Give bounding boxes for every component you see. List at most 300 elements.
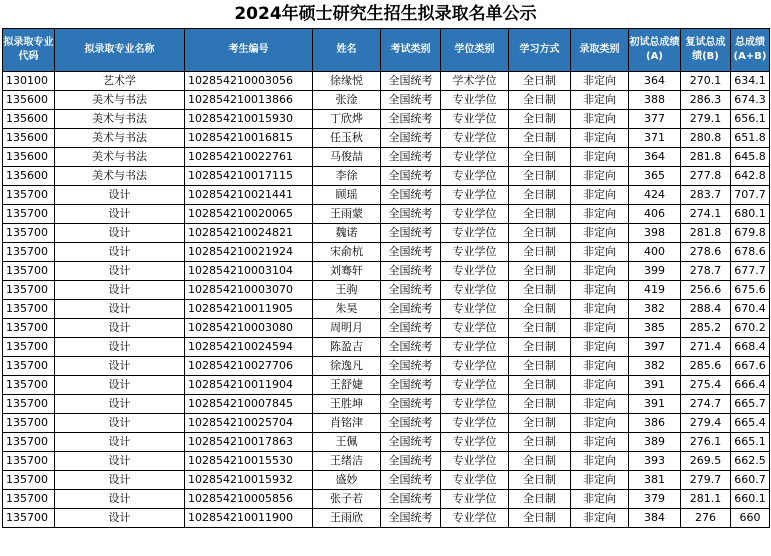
cell-retest-score: 256.6 (681, 281, 731, 300)
cell-study-mode: 全日制 (509, 357, 571, 376)
cell-degree-type: 专业学位 (441, 91, 509, 110)
cell-major-code: 135700 (3, 433, 55, 452)
cell-retest-score: 274.1 (681, 205, 731, 224)
cell-exam-type: 全国统考 (381, 72, 441, 91)
cell-name: 宋俞杭 (313, 243, 381, 262)
cell-degree-type: 专业学位 (441, 148, 509, 167)
cell-name: 徐缘悦 (313, 72, 381, 91)
cell-admission-type: 非定向 (571, 281, 629, 300)
cell-major-name: 设计 (55, 414, 185, 433)
cell-total-score: 651.8 (731, 129, 770, 148)
cell-degree-type: 专业学位 (441, 319, 509, 338)
cell-candidate-id: 102854210005856 (185, 490, 313, 509)
cell-candidate-id: 102854210003070 (185, 281, 313, 300)
cell-major-code: 135700 (3, 471, 55, 490)
cell-retest-score: 283.7 (681, 186, 731, 205)
cell-candidate-id: 102854210011905 (185, 300, 313, 319)
cell-candidate-id: 102854210007845 (185, 395, 313, 414)
cell-exam-type: 全国统考 (381, 262, 441, 281)
cell-total-score: 660.7 (731, 471, 770, 490)
cell-exam-type: 全国统考 (381, 376, 441, 395)
cell-name: 王雨蒙 (313, 205, 381, 224)
cell-retest-score: 276 (681, 509, 731, 528)
cell-admission-type: 非定向 (571, 205, 629, 224)
cell-name: 王驹 (313, 281, 381, 300)
cell-prelim-score: 406 (629, 205, 681, 224)
cell-major-name: 设计 (55, 338, 185, 357)
table-row (3, 205, 770, 224)
cell-name: 李徐 (313, 167, 381, 186)
cell-prelim-score: 399 (629, 262, 681, 281)
cell-degree-type: 专业学位 (441, 357, 509, 376)
cell-name: 朱昊 (313, 300, 381, 319)
cell-candidate-id: 102854210025704 (185, 414, 313, 433)
cell-major-code: 135700 (3, 357, 55, 376)
cell-total-score: 670.4 (731, 300, 770, 319)
cell-degree-type: 专业学位 (441, 110, 509, 129)
cell-total-score: 678.6 (731, 243, 770, 262)
cell-candidate-id: 102854210013866 (185, 91, 313, 110)
cell-major-code: 135700 (3, 262, 55, 281)
cell-degree-type: 专业学位 (441, 338, 509, 357)
cell-retest-score: 281.1 (681, 490, 731, 509)
cell-major-name: 设计 (55, 186, 185, 205)
cell-candidate-id: 102854210016815 (185, 129, 313, 148)
cell-exam-type: 全国统考 (381, 167, 441, 186)
cell-major-code: 135700 (3, 414, 55, 433)
cell-degree-type: 专业学位 (441, 281, 509, 300)
cell-study-mode: 全日制 (509, 205, 571, 224)
cell-prelim-score: 365 (629, 167, 681, 186)
table-row (3, 433, 770, 452)
cell-exam-type: 全国统考 (381, 433, 441, 452)
cell-total-score: 665.7 (731, 395, 770, 414)
cell-name: 丁欣烨 (313, 110, 381, 129)
cell-exam-type: 全国统考 (381, 148, 441, 167)
cell-retest-score: 275.4 (681, 376, 731, 395)
header-retest-score: 复试总成绩(B) (681, 29, 731, 72)
cell-degree-type: 专业学位 (441, 186, 509, 205)
cell-major-name: 美术与书法 (55, 129, 185, 148)
header-candidate-id: 考生编号 (185, 29, 313, 72)
cell-admission-type: 非定向 (571, 300, 629, 319)
cell-major-name: 设计 (55, 243, 185, 262)
cell-major-code: 135700 (3, 281, 55, 300)
cell-total-score: 662.5 (731, 452, 770, 471)
cell-major-name: 美术与书法 (55, 167, 185, 186)
cell-major-code: 135600 (3, 129, 55, 148)
cell-degree-type: 专业学位 (441, 452, 509, 471)
cell-exam-type: 全国统考 (381, 319, 441, 338)
cell-major-name: 设计 (55, 433, 185, 452)
cell-major-name: 美术与书法 (55, 91, 185, 110)
cell-major-name: 设计 (55, 300, 185, 319)
cell-name: 周明月 (313, 319, 381, 338)
cell-degree-type: 专业学位 (441, 433, 509, 452)
cell-exam-type: 全国统考 (381, 186, 441, 205)
table-row (3, 110, 770, 129)
cell-degree-type: 专业学位 (441, 414, 509, 433)
table-row (3, 262, 770, 281)
cell-total-score: 660 (731, 509, 770, 528)
cell-retest-score: 279.1 (681, 110, 731, 129)
header-study-mode: 学习方式 (509, 29, 571, 72)
cell-major-code: 135700 (3, 300, 55, 319)
cell-degree-type: 专业学位 (441, 490, 509, 509)
cell-study-mode: 全日制 (509, 319, 571, 338)
cell-retest-score: 288.4 (681, 300, 731, 319)
cell-major-name: 设计 (55, 471, 185, 490)
cell-total-score: 642.8 (731, 167, 770, 186)
cell-total-score: 679.8 (731, 224, 770, 243)
cell-study-mode: 全日制 (509, 91, 571, 110)
cell-study-mode: 全日制 (509, 471, 571, 490)
table-row (3, 490, 770, 509)
cell-total-score: 665.1 (731, 433, 770, 452)
cell-exam-type: 全国统考 (381, 205, 441, 224)
cell-exam-type: 全国统考 (381, 357, 441, 376)
cell-degree-type: 专业学位 (441, 300, 509, 319)
cell-major-code: 135600 (3, 148, 55, 167)
cell-exam-type: 全国统考 (381, 414, 441, 433)
cell-exam-type: 全国统考 (381, 110, 441, 129)
cell-admission-type: 非定向 (571, 224, 629, 243)
table-row (3, 376, 770, 395)
cell-major-name: 设计 (55, 395, 185, 414)
cell-admission-type: 非定向 (571, 338, 629, 357)
cell-study-mode: 全日制 (509, 72, 571, 91)
cell-total-score: 670.2 (731, 319, 770, 338)
cell-admission-type: 非定向 (571, 110, 629, 129)
table-row (3, 357, 770, 376)
cell-admission-type: 非定向 (571, 395, 629, 414)
cell-exam-type: 全国统考 (381, 395, 441, 414)
cell-degree-type: 专业学位 (441, 167, 509, 186)
cell-degree-type: 专业学位 (441, 205, 509, 224)
cell-exam-type: 全国统考 (381, 338, 441, 357)
cell-study-mode: 全日制 (509, 262, 571, 281)
cell-candidate-id: 102854210015530 (185, 452, 313, 471)
cell-candidate-id: 102854210021441 (185, 186, 313, 205)
cell-degree-type: 学术学位 (441, 72, 509, 91)
table-header-row (3, 29, 770, 72)
cell-admission-type: 非定向 (571, 129, 629, 148)
table-row (3, 186, 770, 205)
cell-admission-type: 非定向 (571, 509, 629, 528)
cell-prelim-score: 391 (629, 395, 681, 414)
table-row (3, 148, 770, 167)
cell-total-score: 667.6 (731, 357, 770, 376)
cell-name: 张子若 (313, 490, 381, 509)
cell-name: 王舒婕 (313, 376, 381, 395)
cell-prelim-score: 397 (629, 338, 681, 357)
cell-name: 魏诺 (313, 224, 381, 243)
cell-total-score: 674.3 (731, 91, 770, 110)
cell-name: 肖铭津 (313, 414, 381, 433)
cell-total-score: 675.6 (731, 281, 770, 300)
cell-retest-score: 279.7 (681, 471, 731, 490)
cell-major-name: 设计 (55, 452, 185, 471)
cell-candidate-id: 102854210020065 (185, 205, 313, 224)
cell-degree-type: 专业学位 (441, 509, 509, 528)
header-total-score: 总成绩(A+B) (731, 29, 770, 72)
cell-admission-type: 非定向 (571, 72, 629, 91)
cell-candidate-id: 102854210015932 (185, 471, 313, 490)
cell-total-score: 645.8 (731, 148, 770, 167)
cell-exam-type: 全国统考 (381, 129, 441, 148)
cell-name: 盛妙 (313, 471, 381, 490)
cell-total-score: 707.7 (731, 186, 770, 205)
cell-retest-score: 280.8 (681, 129, 731, 148)
cell-study-mode: 全日制 (509, 281, 571, 300)
cell-major-code: 130100 (3, 72, 55, 91)
cell-candidate-id: 102854210017115 (185, 167, 313, 186)
table-row (3, 509, 770, 528)
cell-admission-type: 非定向 (571, 243, 629, 262)
cell-prelim-score: 385 (629, 319, 681, 338)
cell-major-name: 设计 (55, 224, 185, 243)
table-row (3, 167, 770, 186)
table-row (3, 300, 770, 319)
cell-prelim-score: 400 (629, 243, 681, 262)
cell-candidate-id: 102854210024594 (185, 338, 313, 357)
cell-prelim-score: 386 (629, 414, 681, 433)
cell-study-mode: 全日制 (509, 414, 571, 433)
cell-study-mode: 全日制 (509, 376, 571, 395)
cell-prelim-score: 384 (629, 509, 681, 528)
cell-study-mode: 全日制 (509, 167, 571, 186)
cell-major-code: 135700 (3, 186, 55, 205)
cell-degree-type: 专业学位 (441, 395, 509, 414)
cell-retest-score: 285.6 (681, 357, 731, 376)
cell-candidate-id: 102854210027706 (185, 357, 313, 376)
cell-exam-type: 全国统考 (381, 281, 441, 300)
cell-major-name: 设计 (55, 376, 185, 395)
cell-name: 王佩 (313, 433, 381, 452)
cell-major-code: 135700 (3, 338, 55, 357)
table-row (3, 243, 770, 262)
cell-prelim-score: 382 (629, 300, 681, 319)
header-admission-type: 录取类别 (571, 29, 629, 72)
cell-degree-type: 专业学位 (441, 262, 509, 281)
table-body (3, 72, 770, 528)
cell-admission-type: 非定向 (571, 148, 629, 167)
cell-retest-score: 271.4 (681, 338, 731, 357)
cell-retest-score: 277.8 (681, 167, 731, 186)
cell-prelim-score: 364 (629, 148, 681, 167)
document-title: 2024年硕士研究生招生拟录取名单公示 (234, 4, 537, 24)
cell-candidate-id: 102854210021924 (185, 243, 313, 262)
table-row (3, 471, 770, 490)
table-row (3, 338, 770, 357)
cell-total-score: 666.4 (731, 376, 770, 395)
cell-admission-type: 非定向 (571, 357, 629, 376)
cell-major-name: 设计 (55, 262, 185, 281)
table-row (3, 452, 770, 471)
cell-name: 马俊喆 (313, 148, 381, 167)
cell-candidate-id: 102854210015930 (185, 110, 313, 129)
cell-degree-type: 专业学位 (441, 471, 509, 490)
cell-study-mode: 全日制 (509, 300, 571, 319)
cell-prelim-score: 388 (629, 91, 681, 110)
cell-study-mode: 全日制 (509, 110, 571, 129)
cell-name: 陈盈吉 (313, 338, 381, 357)
cell-study-mode: 全日制 (509, 452, 571, 471)
cell-admission-type: 非定向 (571, 262, 629, 281)
cell-prelim-score: 419 (629, 281, 681, 300)
cell-name: 刘骞轩 (313, 262, 381, 281)
cell-major-code: 135600 (3, 110, 55, 129)
table-row (3, 281, 770, 300)
cell-retest-score: 281.8 (681, 224, 731, 243)
cell-candidate-id: 102854210003056 (185, 72, 313, 91)
table-row (3, 414, 770, 433)
cell-name: 王胜坤 (313, 395, 381, 414)
cell-name: 顾瑶 (313, 186, 381, 205)
cell-admission-type: 非定向 (571, 186, 629, 205)
cell-major-name: 美术与书法 (55, 110, 185, 129)
cell-name: 王绪洁 (313, 452, 381, 471)
header-exam-type: 考试类别 (381, 29, 441, 72)
cell-prelim-score: 389 (629, 433, 681, 452)
cell-retest-score: 276.1 (681, 433, 731, 452)
cell-exam-type: 全国统考 (381, 300, 441, 319)
cell-major-code: 135700 (3, 319, 55, 338)
cell-prelim-score: 377 (629, 110, 681, 129)
cell-retest-score: 278.6 (681, 243, 731, 262)
cell-candidate-id: 102854210017863 (185, 433, 313, 452)
cell-major-name: 设计 (55, 319, 185, 338)
cell-major-name: 设计 (55, 490, 185, 509)
cell-prelim-score: 381 (629, 471, 681, 490)
cell-major-code: 135700 (3, 395, 55, 414)
cell-study-mode: 全日制 (509, 224, 571, 243)
cell-major-name: 设计 (55, 357, 185, 376)
cell-major-code: 135700 (3, 224, 55, 243)
cell-retest-score: 281.8 (681, 148, 731, 167)
cell-name: 王雨欣 (313, 509, 381, 528)
cell-exam-type: 全国统考 (381, 243, 441, 262)
cell-total-score: 668.4 (731, 338, 770, 357)
cell-exam-type: 全国统考 (381, 91, 441, 110)
cell-exam-type: 全国统考 (381, 490, 441, 509)
header-name: 姓名 (313, 29, 381, 72)
cell-total-score: 665.4 (731, 414, 770, 433)
cell-admission-type: 非定向 (571, 471, 629, 490)
header-prelim-score: 初试总成绩(A) (629, 29, 681, 72)
cell-study-mode: 全日制 (509, 129, 571, 148)
header-degree-type: 学位类别 (441, 29, 509, 72)
cell-major-name: 设计 (55, 205, 185, 224)
cell-total-score: 660.1 (731, 490, 770, 509)
cell-admission-type: 非定向 (571, 167, 629, 186)
cell-total-score: 677.7 (731, 262, 770, 281)
cell-retest-score: 269.5 (681, 452, 731, 471)
cell-major-name: 设计 (55, 509, 185, 528)
cell-prelim-score: 391 (629, 376, 681, 395)
cell-candidate-id: 102854210024821 (185, 224, 313, 243)
cell-retest-score: 270.1 (681, 72, 731, 91)
cell-admission-type: 非定向 (571, 452, 629, 471)
cell-name: 张淦 (313, 91, 381, 110)
cell-candidate-id: 102854210011904 (185, 376, 313, 395)
cell-prelim-score: 393 (629, 452, 681, 471)
cell-retest-score: 286.3 (681, 91, 731, 110)
cell-exam-type: 全国统考 (381, 471, 441, 490)
cell-name: 任玉秋 (313, 129, 381, 148)
cell-candidate-id: 102854210011900 (185, 509, 313, 528)
table-row (3, 395, 770, 414)
cell-degree-type: 专业学位 (441, 243, 509, 262)
cell-study-mode: 全日制 (509, 338, 571, 357)
cell-major-code: 135700 (3, 205, 55, 224)
cell-degree-type: 专业学位 (441, 376, 509, 395)
cell-study-mode: 全日制 (509, 243, 571, 262)
cell-degree-type: 专业学位 (441, 224, 509, 243)
cell-major-code: 135700 (3, 509, 55, 528)
cell-major-code: 135600 (3, 167, 55, 186)
cell-major-code: 135700 (3, 243, 55, 262)
cell-degree-type: 专业学位 (441, 129, 509, 148)
cell-study-mode: 全日制 (509, 509, 571, 528)
table-row (3, 129, 770, 148)
cell-exam-type: 全国统考 (381, 452, 441, 471)
cell-total-score: 656.1 (731, 110, 770, 129)
cell-admission-type: 非定向 (571, 319, 629, 338)
cell-admission-type: 非定向 (571, 490, 629, 509)
cell-total-score: 680.1 (731, 205, 770, 224)
cell-prelim-score: 382 (629, 357, 681, 376)
cell-prelim-score: 398 (629, 224, 681, 243)
cell-study-mode: 全日制 (509, 490, 571, 509)
cell-major-code: 135700 (3, 452, 55, 471)
cell-candidate-id: 102854210022761 (185, 148, 313, 167)
header-major-name: 拟录取专业名称 (55, 29, 185, 72)
cell-major-name: 设计 (55, 281, 185, 300)
cell-retest-score: 279.4 (681, 414, 731, 433)
admission-table (2, 28, 770, 528)
cell-prelim-score: 371 (629, 129, 681, 148)
cell-major-name: 艺术学 (55, 72, 185, 91)
cell-prelim-score: 424 (629, 186, 681, 205)
table-row (3, 319, 770, 338)
cell-retest-score: 278.7 (681, 262, 731, 281)
table-row (3, 72, 770, 91)
cell-retest-score: 274.7 (681, 395, 731, 414)
cell-total-score: 634.1 (731, 72, 770, 91)
table-row (3, 224, 770, 243)
cell-major-code: 135700 (3, 376, 55, 395)
cell-study-mode: 全日制 (509, 186, 571, 205)
cell-admission-type: 非定向 (571, 414, 629, 433)
cell-prelim-score: 379 (629, 490, 681, 509)
cell-candidate-id: 102854210003104 (185, 262, 313, 281)
cell-prelim-score: 364 (629, 72, 681, 91)
table-row (3, 91, 770, 110)
cell-major-code: 135600 (3, 91, 55, 110)
cell-retest-score: 285.2 (681, 319, 731, 338)
cell-admission-type: 非定向 (571, 91, 629, 110)
cell-study-mode: 全日制 (509, 148, 571, 167)
cell-name: 徐逸凡 (313, 357, 381, 376)
cell-admission-type: 非定向 (571, 433, 629, 452)
cell-major-code: 135700 (3, 490, 55, 509)
cell-study-mode: 全日制 (509, 395, 571, 414)
cell-exam-type: 全国统考 (381, 224, 441, 243)
cell-admission-type: 非定向 (571, 376, 629, 395)
cell-study-mode: 全日制 (509, 433, 571, 452)
header-major-code: 拟录取专业代码 (3, 29, 55, 72)
